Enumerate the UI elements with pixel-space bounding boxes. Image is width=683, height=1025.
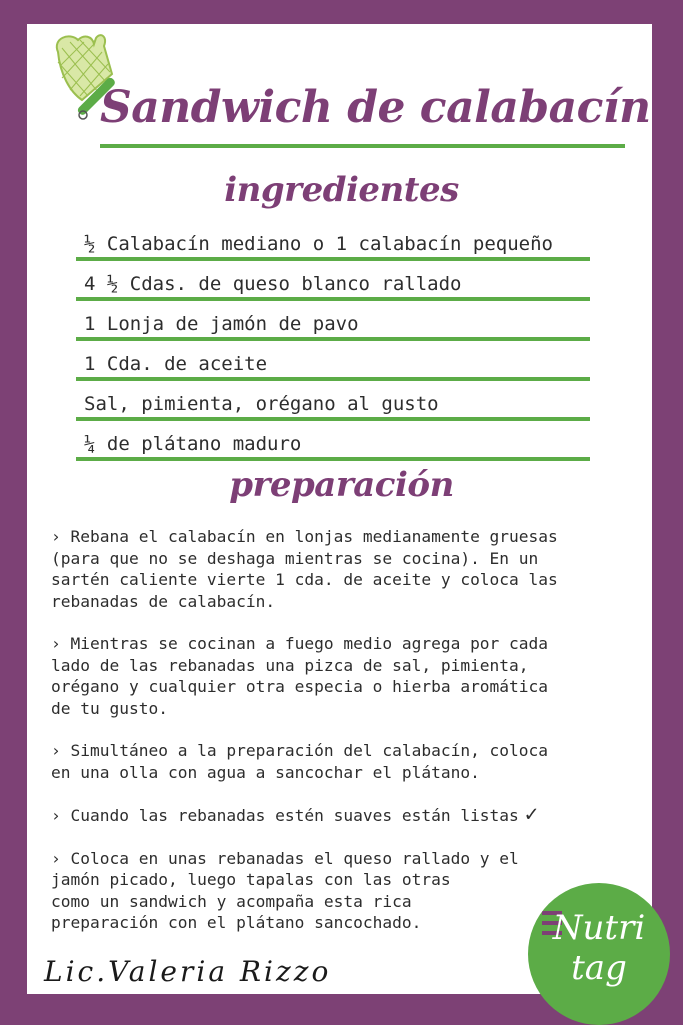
logo-text: tag — [571, 948, 627, 988]
ingredient-item: ¼ de plátano maduro — [76, 424, 590, 461]
ingredient-item: 4 ½ Cdas. de queso blanco rallado — [76, 264, 590, 301]
ingredient-item: ½ Calabacín mediano o 1 calabacín pequeño — [76, 224, 590, 261]
preparation-step: › Simultáneo a la preparación del calabacín, coloca en una olla con agua a sancochar el plátano. — [51, 741, 549, 782]
nutritag-logo — [528, 883, 670, 1025]
author-signature: Lic.Valeria Rizzo — [44, 955, 332, 988]
preparation-step: › Coloca en unas rebanadas el queso rallado y el jamón picado, luego tapalas con las otras como un sandwich y acompaña esta rica preparación con el plátano sancochado. — [51, 848, 519, 932]
ingredients-list — [76, 224, 590, 464]
preparation-heading: preparación — [229, 465, 454, 505]
title-underline — [100, 144, 625, 148]
ingredients-heading: ingredientes — [224, 170, 459, 210]
ingredient-item: 1 Lonja de jamón de pavo — [76, 304, 590, 341]
ingredient-item: Sal, pimienta, orégano al gusto — [76, 384, 590, 421]
preparation-step-ready — [51, 804, 636, 827]
check-mark-icon: ✓ — [524, 802, 539, 827]
logo-text: Nutri — [552, 908, 646, 948]
preparation-step: › Rebana el calabacín en lonjas medianamente gruesas (para que no se deshaga mientras se cocina). En un sartén caliente vierte 1 cda. de aceite y coloca las rebanadas de calabacín. — [51, 527, 558, 611]
ingredient-item: 1 Cda. de aceite — [76, 344, 590, 381]
preparation-step: › Mientras se cocinan a fuego medio agrega por cada lado de las rebanadas una pizca de sal, pimienta, orégano y cualquier otra especia o hierba aromática de tu gusto. — [51, 634, 549, 718]
recipe-title: Sandwich de calabacín — [100, 82, 651, 133]
preparation-step-text: › Cuando las rebanadas estén suaves están listas — [51, 806, 519, 825]
preparation-steps — [51, 526, 636, 955]
